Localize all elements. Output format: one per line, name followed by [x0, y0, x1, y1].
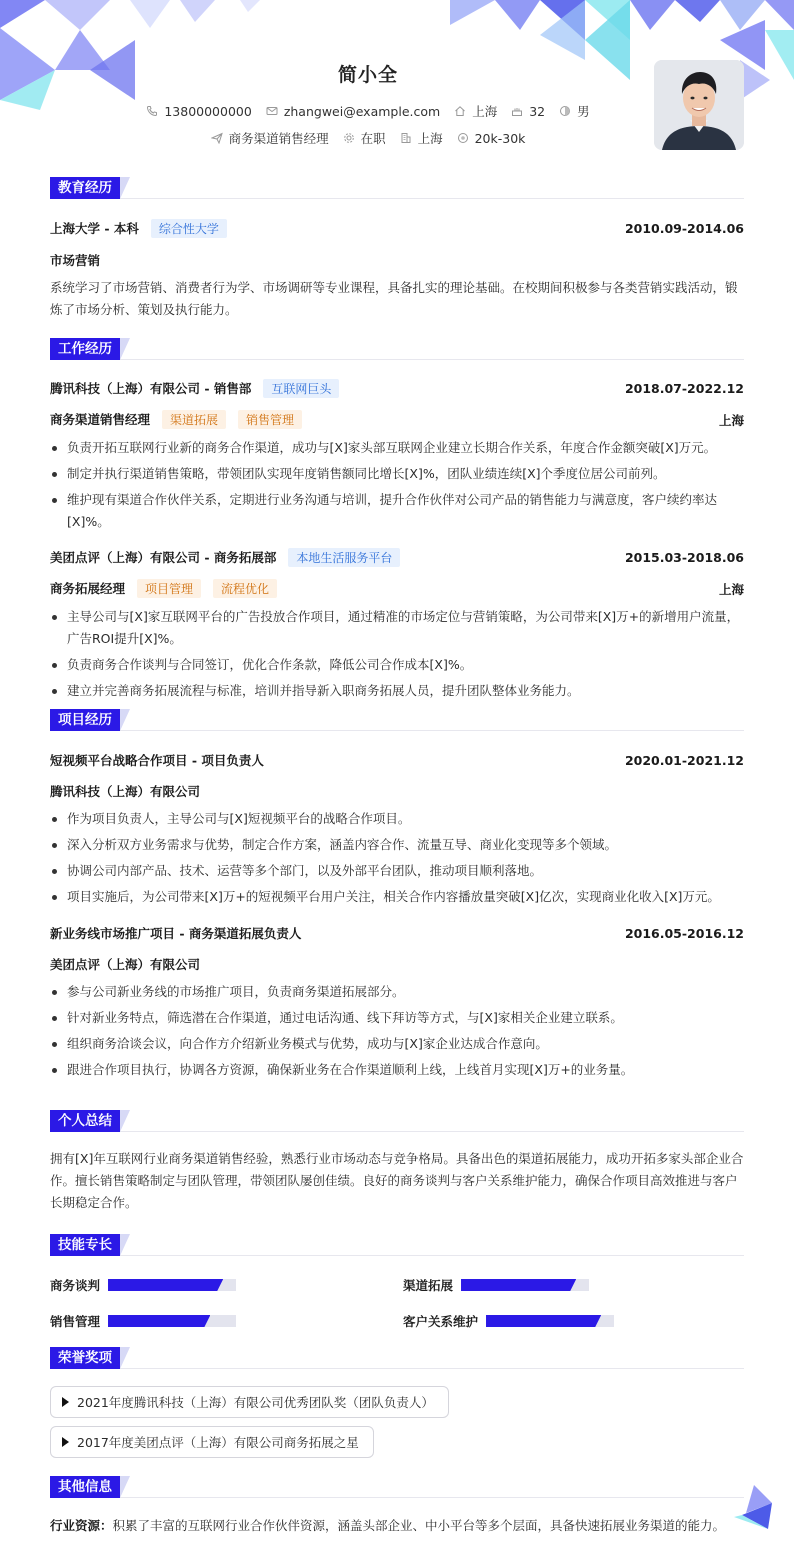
work-company-row [50, 548, 744, 567]
caret-right-icon [62, 1397, 69, 1407]
work-city: 上海 [718, 581, 744, 597]
award-item [50, 1386, 449, 1418]
skill-bar [461, 1279, 589, 1291]
project-item [50, 924, 744, 1081]
caret-right-icon [62, 1437, 69, 1447]
list-item: 深入分析双方业务需求与优势，制定合作方案，涵盖内容合作、流量互导、商业化变现等多个领域。 [50, 834, 744, 856]
awards-list [50, 1386, 744, 1466]
skill-item [50, 1312, 403, 1330]
project-name-row [50, 751, 744, 769]
award-item [50, 1426, 374, 1458]
other-info-line [50, 1515, 744, 1537]
skills-section [50, 1234, 744, 1330]
work-item [50, 379, 744, 533]
skill-tag: 项目管理 [137, 579, 201, 598]
work-title: 商务拓展经理 [50, 581, 126, 596]
list-item: 项目实施后，为公司带来[X]万+的短视频平台用户关注，相关合作内容播放量突破[X]亿次，实现商业化收入[X]万元。 [50, 886, 744, 908]
school-degree: 上海大学 - 本科 [50, 221, 139, 236]
project-company: 腾讯科技（上海）有限公司 [50, 784, 201, 799]
skill-name: 渠道拓展 [403, 1278, 454, 1293]
list-item: 组织商务洽谈会议，向合作方介绍新业务模式与优势，成功与[X]家企业达成合作意向。 [50, 1033, 744, 1055]
projects-header [50, 709, 744, 731]
section-title: 技能专长 [50, 1234, 120, 1256]
other-section [50, 1476, 744, 1537]
project-period: 2020.01-2021.12 [624, 752, 744, 768]
mail-icon [266, 105, 278, 117]
project-name-row [50, 924, 744, 942]
skill-tag: 渠道拓展 [162, 410, 226, 429]
skill-item [50, 1276, 403, 1294]
salary-item [457, 131, 526, 146]
project-bullets [50, 981, 744, 1081]
skill-fill [486, 1315, 601, 1327]
cake-icon [511, 105, 523, 117]
education-section [50, 177, 744, 321]
send-icon [211, 132, 223, 144]
email-item [266, 104, 440, 119]
location-item [454, 102, 497, 120]
skill-name: 客户关系维护 [403, 1314, 479, 1329]
list-item: 负责开拓互联网行业新的商务合作渠道，成功与[X]家头部互联网企业建立长期合作关系，年度合作金额突破[X]万元。 [50, 437, 744, 459]
contact-row [0, 102, 736, 120]
work-city: 上海 [718, 412, 744, 428]
city-item [400, 129, 443, 147]
project-period: 2016.05-2016.12 [624, 925, 744, 941]
work-period: 2015.03-2018.06 [624, 550, 744, 565]
work-company: 腾讯科技（上海）有限公司 - 销售部 [50, 381, 252, 396]
skill-item [403, 1312, 744, 1330]
awards-header [50, 1347, 744, 1369]
salary-text: 20k-30k [474, 130, 526, 146]
list-item: 跟进合作项目执行，协调各方资源，确保新业务在合作渠道顺利上线，上线首月实现[X]万+的业务量。 [50, 1059, 744, 1081]
work-title-row [50, 579, 744, 598]
work-section [50, 338, 744, 702]
profile-photo [654, 60, 744, 150]
skill-bar [486, 1315, 614, 1327]
section-title: 荣誉奖项 [50, 1347, 120, 1369]
skill-tag: 流程优化 [213, 579, 277, 598]
section-title: 教育经历 [50, 177, 120, 199]
age-item [511, 104, 545, 119]
section-title: 项目经历 [50, 709, 120, 731]
position-text: 商务渠道销售经理 [228, 131, 329, 146]
company-tag: 本地生活服务平台 [288, 548, 400, 567]
project-name: 短视频平台战略合作项目 - 项目负责人 [50, 753, 264, 768]
age-text: 32 [529, 103, 546, 119]
section-title: 工作经历 [50, 338, 120, 360]
list-item: 作为项目负责人，主导公司与[X]短视频平台的战略合作项目。 [50, 808, 744, 830]
projects-section [50, 709, 744, 1081]
project-item [50, 751, 744, 908]
project-bullets [50, 808, 744, 908]
location-text: 上海 [472, 104, 498, 119]
email-text: zhangwei@example.com [283, 103, 441, 119]
avatar-portrait [654, 60, 744, 150]
skill-name: 销售管理 [50, 1314, 101, 1329]
list-item: 主导公司与[X]家互联网平台的广告投放合作项目，通过精准的市场定位与营销策略，为公司带来[X]万+的新增用户流量，广告ROI提升[X]%。 [50, 606, 744, 650]
awards-section [50, 1347, 744, 1466]
list-item: 维护现有渠道合作伙伴关系，定期进行业务沟通与培训，提升合作伙伴对公司产品的销售能力与满意度，客户续约率达[X]%。 [50, 489, 744, 533]
list-item: 针对新业务特点，筛选潜在合作渠道，通过电话沟通、线下拜访等方式，与[X]家相关企业建立联系。 [50, 1007, 744, 1029]
summary-text: 拥有[X]年互联网行业商务渠道销售经验，熟悉行业市场动态与竞争格局。具备出色的渠道拓展能力，成功开拓多家头部企业合作。擅长销售策略制定与团队管理，带领团队屡创佳绩。良好的商务谈判与客户关系维护能力，确保合作项目高效推进与客户长期稳定合作。 [50, 1151, 744, 1210]
work-company: 美团点评（上海）有限公司 - 商务拓展部 [50, 550, 277, 565]
skill-item [403, 1276, 744, 1294]
phone-item [146, 104, 251, 119]
education-row [50, 219, 744, 238]
award-text: 2017年度美团点评（上海）有限公司商务拓展之星 [77, 1435, 359, 1450]
education-description: 系统学习了市场营销、消费者行为学、市场调研等专业课程，具备扎实的理论基础。在校期间积极参与各类营销实践活动，锻炼了市场分析、策划及执行能力。 [50, 280, 738, 317]
coin-icon [457, 132, 469, 144]
other-text: 积累了丰富的互联网行业合作伙伴资源，涵盖头部企业、中小平台等多个层面，具备快速拓展业务渠道的能力。 [112, 1518, 726, 1533]
intent-row [0, 129, 736, 147]
other-header [50, 1476, 744, 1498]
phone-icon [146, 105, 158, 117]
work-bullets [50, 437, 744, 533]
work-company-row [50, 379, 744, 398]
gender-text: 男 [577, 104, 590, 119]
list-item: 协调公司内部产品、技术、运营等多个部门，以及外部平台团队，推动项目顺利落地。 [50, 860, 744, 882]
gender-item [559, 102, 590, 120]
resume-header [0, 0, 794, 165]
home-icon [454, 105, 466, 117]
candidate-name: 简小全 [337, 64, 398, 86]
project-company: 美团点评（上海）有限公司 [50, 957, 201, 972]
work-bullets [50, 606, 744, 702]
list-item: 制定并执行渠道销售策略，带领团队实现年度销售额同比增长[X]%，团队业绩连续[X]个季度位居公司前列。 [50, 463, 744, 485]
building-icon [400, 132, 412, 144]
skill-bar [108, 1315, 236, 1327]
project-name: 新业务线市场推广项目 - 商务渠道拓展负责人 [50, 926, 302, 941]
work-period: 2018.07-2022.12 [624, 381, 744, 396]
gender-icon [559, 105, 571, 117]
education-period: 2010.09-2014.06 [624, 221, 744, 236]
list-item: 参与公司新业务线的市场推广项目，负责商务渠道拓展部分。 [50, 981, 744, 1003]
skill-name: 商务谈判 [50, 1278, 101, 1293]
work-header [50, 338, 744, 360]
work-item [50, 548, 744, 702]
work-title-row [50, 410, 744, 429]
skill-tag: 销售管理 [238, 410, 302, 429]
section-title: 其他信息 [50, 1476, 120, 1498]
section-title: 个人总结 [50, 1110, 120, 1132]
summary-header [50, 1110, 744, 1132]
major: 市场营销 [50, 253, 101, 268]
city-text: 上海 [417, 131, 443, 146]
skills-grid [50, 1276, 744, 1330]
school-tag: 综合性大学 [151, 219, 227, 238]
status-text: 在职 [360, 131, 386, 146]
position-item [211, 129, 329, 147]
skill-fill [108, 1315, 210, 1327]
skill-fill [461, 1279, 576, 1291]
education-header [50, 177, 744, 199]
gear-icon [343, 132, 355, 144]
list-item: 负责商务合作谈判与合同签订，优化合作条款，降低公司合作成本[X]%。 [50, 654, 744, 676]
phone-text: 13800000000 [164, 103, 252, 119]
skill-bar [108, 1279, 236, 1291]
summary-section [50, 1110, 744, 1214]
work-title: 商务渠道销售经理 [50, 412, 151, 427]
skill-fill [108, 1279, 223, 1291]
skills-header [50, 1234, 744, 1256]
other-label: 行业资源： [50, 1518, 113, 1533]
status-item [343, 129, 386, 147]
list-item: 建立并完善商务拓展流程与标准，培训并指导新入职商务拓展人员，提升团队整体业务能力。 [50, 680, 744, 702]
company-tag: 互联网巨头 [263, 379, 339, 398]
award-text: 2021年度腾讯科技（上海）有限公司优秀团队奖（团队负责人） [77, 1395, 434, 1410]
